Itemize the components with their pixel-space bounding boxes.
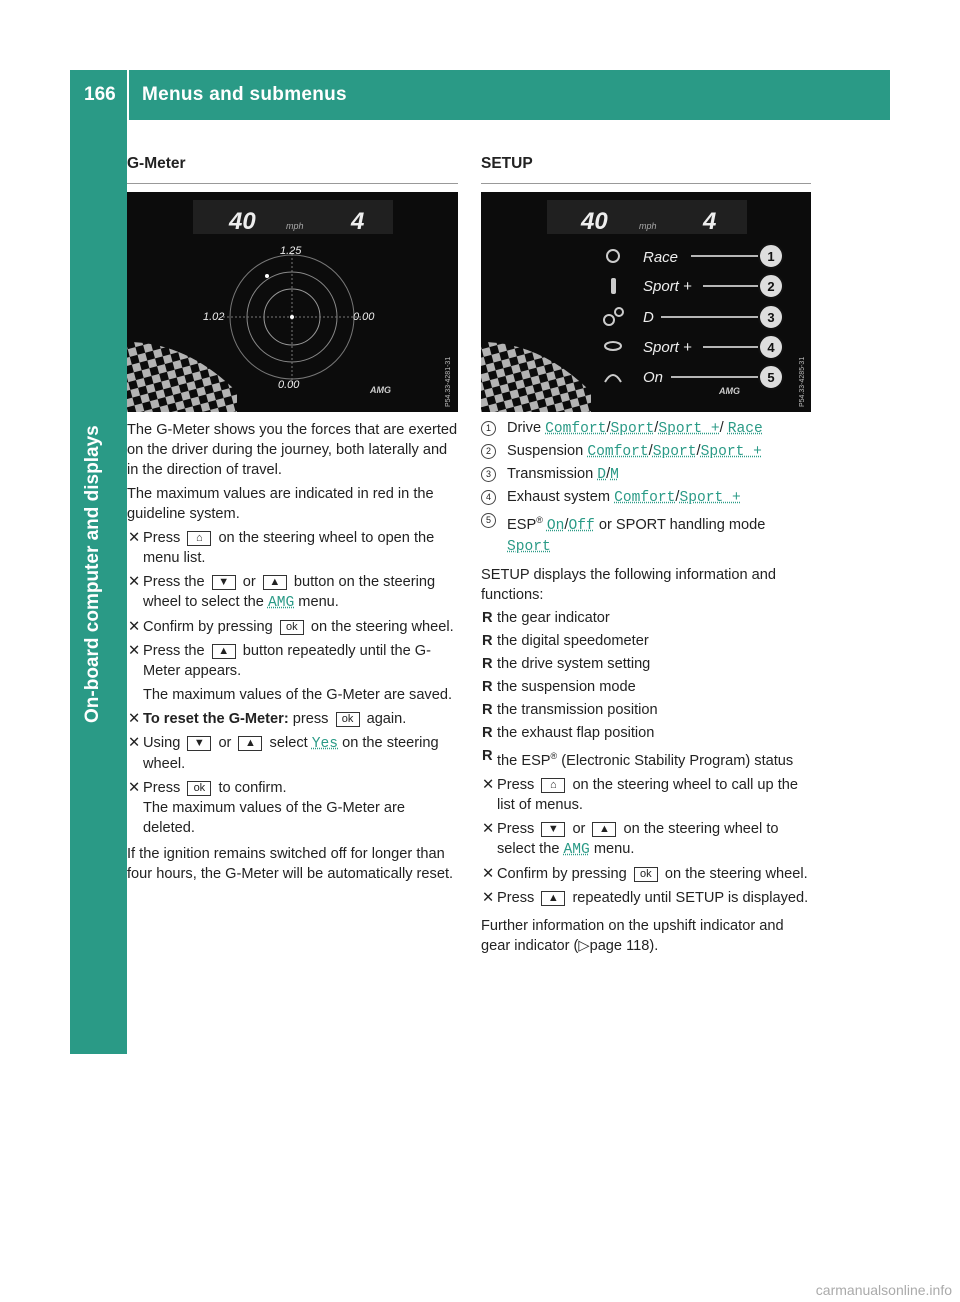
ok-key: ok (280, 620, 304, 635)
gmeter-unit: mph (286, 221, 304, 231)
setup-gear: 4 (703, 208, 717, 235)
image-code: P54.33-4285-31 (799, 356, 806, 407)
display-text-amg: AMG (563, 841, 590, 858)
step-arrow-icon: ✕ (128, 619, 141, 635)
header-divider (127, 70, 129, 120)
step-arrow-icon: ✕ (482, 776, 495, 793)
page-number: 166 (84, 84, 116, 105)
setup-item-2: 2 Suspension Comfort/Sport/Sport + (481, 441, 811, 462)
setup-bullet: R the transmission position (482, 701, 658, 718)
up-arrow-icon: ▲ (263, 575, 287, 590)
page-ref-icon: ▷ (578, 937, 590, 954)
setup-image (481, 192, 811, 412)
step-arrow-icon: ✕ (128, 780, 141, 796)
ok-key: ok (187, 781, 211, 796)
setup-intro: SETUP displays the following information and functions: (481, 566, 777, 603)
svg-text:D: D (643, 309, 654, 326)
display-text-yes: Yes (311, 736, 339, 752)
gmeter-right: 0.00 (353, 311, 375, 323)
step-arrow-icon: ✕ (128, 735, 141, 751)
display-text-amg: AMG (267, 595, 295, 611)
amg-logo: AMG (719, 386, 740, 396)
gmeter-step-7: ✕ Press ok to confirm. The maximum values of the G-Meter are deleted. (127, 778, 458, 838)
gmeter-step-4: ✕ Press the ▲ button repeatedly until the G-Meter appears. The maximum values of the G-Meter are saved. (127, 641, 458, 705)
gmeter-heading: G-Meter (127, 150, 458, 184)
gmeter-note-saved: The maximum values of the G-Meter are saved. (143, 687, 453, 703)
setup-step-2: ✕ Press ▼ or ▲ on the steering wheel to select the AMG menu. (482, 820, 779, 858)
up-arrow-icon: ▲ (541, 891, 565, 906)
svg-text:Sport +: Sport + (643, 278, 692, 295)
setup-bullet: R the gear indicator (482, 609, 610, 626)
home-icon: ⌂ (541, 778, 565, 793)
step-arrow-icon: ✕ (482, 865, 495, 882)
down-arrow-icon: ▼ (212, 575, 236, 590)
step-arrow-icon: ✕ (482, 889, 495, 906)
gmeter-top: 1.25 (280, 245, 302, 257)
svg-text:3: 3 (767, 310, 775, 325)
setup-bullet: R the drive system setting (482, 655, 651, 672)
gmeter-step-3: ✕ Confirm by pressing ok on the steering wheel. (128, 619, 454, 635)
up-arrow-icon: ▲ (212, 644, 236, 659)
step-arrow-icon: ✕ (128, 530, 141, 546)
setup-item-3: 3 Transmission D/M (481, 464, 811, 485)
gmeter-para-3: If the ignition remains switched off for longer than four hours, the G-Meter will be automatically reset. (127, 846, 454, 882)
setup-bullet: R the ESP® (Electronic Stability Program) status (482, 747, 794, 769)
svg-text:On: On (643, 369, 664, 386)
setup-unit: mph (639, 221, 657, 231)
gmeter-para-1: The G-Meter shows you the forces that are exerted on the driver during the journey, both laterally and in the direction of travel. (127, 422, 458, 478)
gmeter-gear: 4 (351, 208, 365, 235)
gmeter-step-2: ✕ Press the ▼ or ▲ button on the steering wheel to select the AMG menu. (128, 574, 436, 611)
left-column (127, 150, 458, 884)
setup-bullet: R the digital speedometer (482, 632, 649, 649)
ok-key: ok (634, 867, 658, 882)
gmeter-step-6: ✕ Using ▼ or ▲ select Yes on the steering wheel. (128, 735, 439, 772)
side-tab-label: On-board computer and displays (82, 425, 103, 723)
down-arrow-icon: ▼ (541, 822, 565, 837)
home-icon: ⌂ (187, 531, 211, 546)
down-arrow-icon: ▼ (187, 736, 211, 751)
svg-text:Race: Race (643, 249, 679, 266)
gmeter-step-1: ✕ Press ⌂ on the steering wheel to open the menu list. (128, 530, 435, 566)
svg-text:Sport +: Sport + (643, 339, 692, 356)
side-tab (70, 120, 127, 1054)
setup-step-3: ✕ Confirm by pressing ok on the steering wheel. (482, 865, 808, 882)
amg-logo: AMG (370, 385, 391, 395)
gmeter-image (127, 192, 458, 412)
setup-para-end: Further information on the upshift indicator and gear indicator (▷page 118). (481, 917, 784, 954)
gmeter-note-deleted: The maximum values of the G-Meter are deleted. (143, 800, 405, 836)
gmeter-para-2: The maximum values are indicated in red in the guideline system. (127, 486, 434, 522)
gmeter-step-5: ✕ To reset the G-Meter: press ok again. (128, 711, 407, 727)
page-header (70, 70, 890, 120)
watermark: carmanualsonline.info (815, 1282, 952, 1298)
up-arrow-icon: ▲ (238, 736, 262, 751)
ok-key: ok (336, 712, 360, 727)
svg-text:1: 1 (767, 249, 775, 264)
right-column (481, 150, 811, 956)
step-arrow-icon: ✕ (128, 711, 141, 727)
section-title: Menus and submenus (142, 84, 347, 105)
step-arrow-icon: ✕ (128, 574, 141, 590)
setup-item-1: 1 Drive Comfort/Sport/Sport +/ Race (481, 418, 811, 439)
up-arrow-icon: ▲ (592, 822, 616, 837)
setup-speed: 40 (581, 208, 608, 235)
setup-item-4: 4 Exhaust system Comfort/Sport + (481, 487, 811, 508)
setup-bullet: R the suspension mode (482, 678, 636, 695)
step-arrow-icon: ✕ (482, 820, 495, 837)
setup-heading: SETUP (481, 150, 811, 184)
setup-step-4: ✕ Press ▲ repeatedly until SETUP is displayed. (482, 889, 809, 906)
setup-step-1: ✕ Press ⌂ on the steering wheel to call up the list of menus. (482, 776, 798, 813)
svg-text:4: 4 (767, 340, 775, 355)
setup-bullet: R the exhaust flap position (482, 724, 655, 741)
setup-item-5: 5 ESP® On/Off or SPORT handling mode Sport (481, 510, 811, 557)
svg-text:5: 5 (767, 370, 775, 385)
step-arrow-icon: ✕ (128, 643, 141, 659)
gmeter-left: 1.02 (203, 311, 225, 323)
svg-text:2: 2 (767, 279, 775, 294)
gmeter-speed: 40 (229, 208, 256, 235)
suspension-icon (611, 278, 616, 294)
gmeter-bottom: 0.00 (278, 379, 300, 391)
page-reference-link[interactable]: page 118). (589, 937, 659, 954)
image-code: P54.33-4281-31 (445, 356, 452, 407)
